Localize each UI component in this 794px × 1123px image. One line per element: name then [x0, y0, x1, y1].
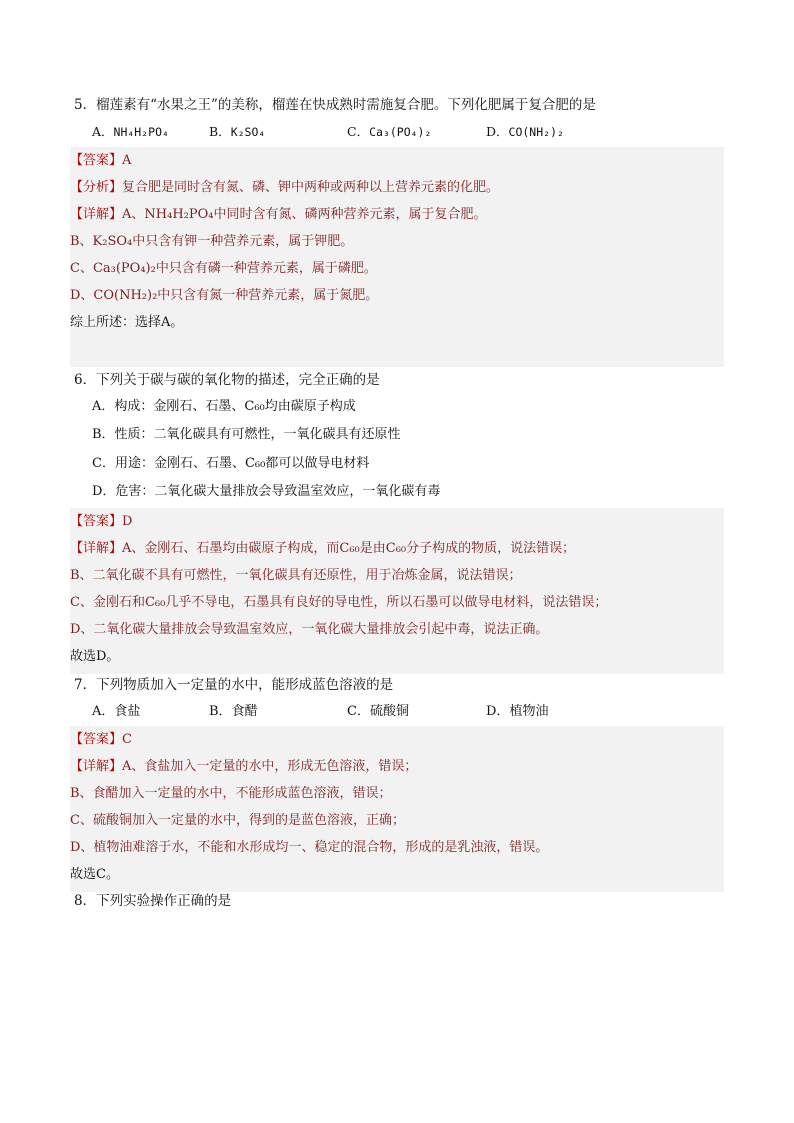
q7-option-a: A．食盐 [92, 704, 141, 719]
q5-detail-d: D、CO(NH₂)₂中只含有氮一种营养元素，属于氮肥。 [70, 288, 379, 303]
question-5-stem: 5．榴莲素有“水果之王”的美称，榴莲在快成熟时需施复合肥。下列化肥属于复合肥的是 [74, 97, 596, 113]
q7-option-c: C．硫酸铜 [347, 704, 409, 719]
q7-detail-d: D、植物油难溶于水，不能和水形成均一、稳定的混合物，形成的是乳浊液，错误。 [70, 840, 549, 855]
q5-option-b: B．K₂SO₄ [209, 124, 266, 139]
q5-option-d: D．CO(NH₂)₂ [486, 124, 564, 139]
q6-detail-d: D、二氧化碳大量排放会导致温室效应，一氧化碳大量排放会引起中毒，说法正确。 [70, 622, 549, 637]
question-6-stem: 6．下列关于碳与碳的氧化物的描述，完全正确的是 [74, 372, 380, 388]
q7-answer: 【答案】C [70, 732, 132, 747]
q5-detail-a: 【详解】A、NH₄H₂PO₄中同时含有氮、磷两种营养元素，属于复合肥。 [70, 207, 487, 222]
q6-detail-b: B、二氧化碳不具有可燃性，一氧化碳具有还原性，用于冶炼金属，说法错误； [70, 568, 522, 583]
q6-answer: 【答案】D [70, 514, 133, 529]
q6-detail-c: C、金刚石和C₆₀几乎不导电，石墨具有良好的导电性，所以石墨可以做导电材料，说法错误； [70, 595, 608, 610]
question-8-stem: 8．下列实验操作正确的是 [74, 893, 232, 909]
q5-answer: 【答案】A [70, 153, 132, 168]
q5-option-c: C．Ca₃(PO₄)₂ [347, 124, 432, 139]
q6-detail-a: 【详解】A、金刚石、石墨均由碳原子构成，而C₆₀是由C₆₀分子构成的物质，说法错误； [70, 541, 576, 556]
q7-detail-c: C、硫酸铜加入一定量的水中，得到的是蓝色溶液，正确； [70, 813, 405, 828]
question-7-stem: 7．下列物质加入一定量的水中，能形成蓝色溶液的是 [74, 677, 394, 693]
q5-detail-c: C、Ca₃(PO₄)₂中只含有磷一种营养元素，属于磷肥。 [70, 261, 377, 276]
q6-summary: 故选D。 [70, 649, 120, 664]
q7-detail-b: B、食醋加入一定量的水中，不能形成蓝色溶液，错误； [70, 786, 392, 801]
q7-option-b: B．食醋 [209, 704, 258, 719]
q5-analysis: 【分析】复合肥是同时含有氮、磷、钾中两种或两种以上营养元素的化肥。 [70, 180, 500, 195]
q6-option-d: D．危害：二氧化碳大量排放会导致温室效应，一氧化碳有毒 [92, 484, 441, 499]
q6-option-b: B．性质：二氧化碳具有可燃性，一氧化碳具有还原性 [92, 427, 401, 442]
q7-option-d: D．植物油 [486, 704, 549, 719]
q6-option-c: C．用途：金刚石、石墨、C₆₀都可以做导电材料 [92, 456, 370, 471]
q5-summary: 综上所述：选择A。 [70, 315, 184, 330]
q6-option-a: A．构成：金刚石、石墨、C₆₀均由碳原子构成 [92, 399, 356, 414]
q5-detail-b: B、K₂SO₄中只含有钾一种营养元素，属于钾肥。 [70, 234, 354, 249]
q5-option-a: A．NH₄H₂PO₄ [92, 124, 169, 139]
q7-summary: 故选C。 [70, 867, 119, 882]
q7-detail-a: 【详解】A、食盐加入一定量的水中，形成无色溶液，错误； [70, 759, 418, 774]
